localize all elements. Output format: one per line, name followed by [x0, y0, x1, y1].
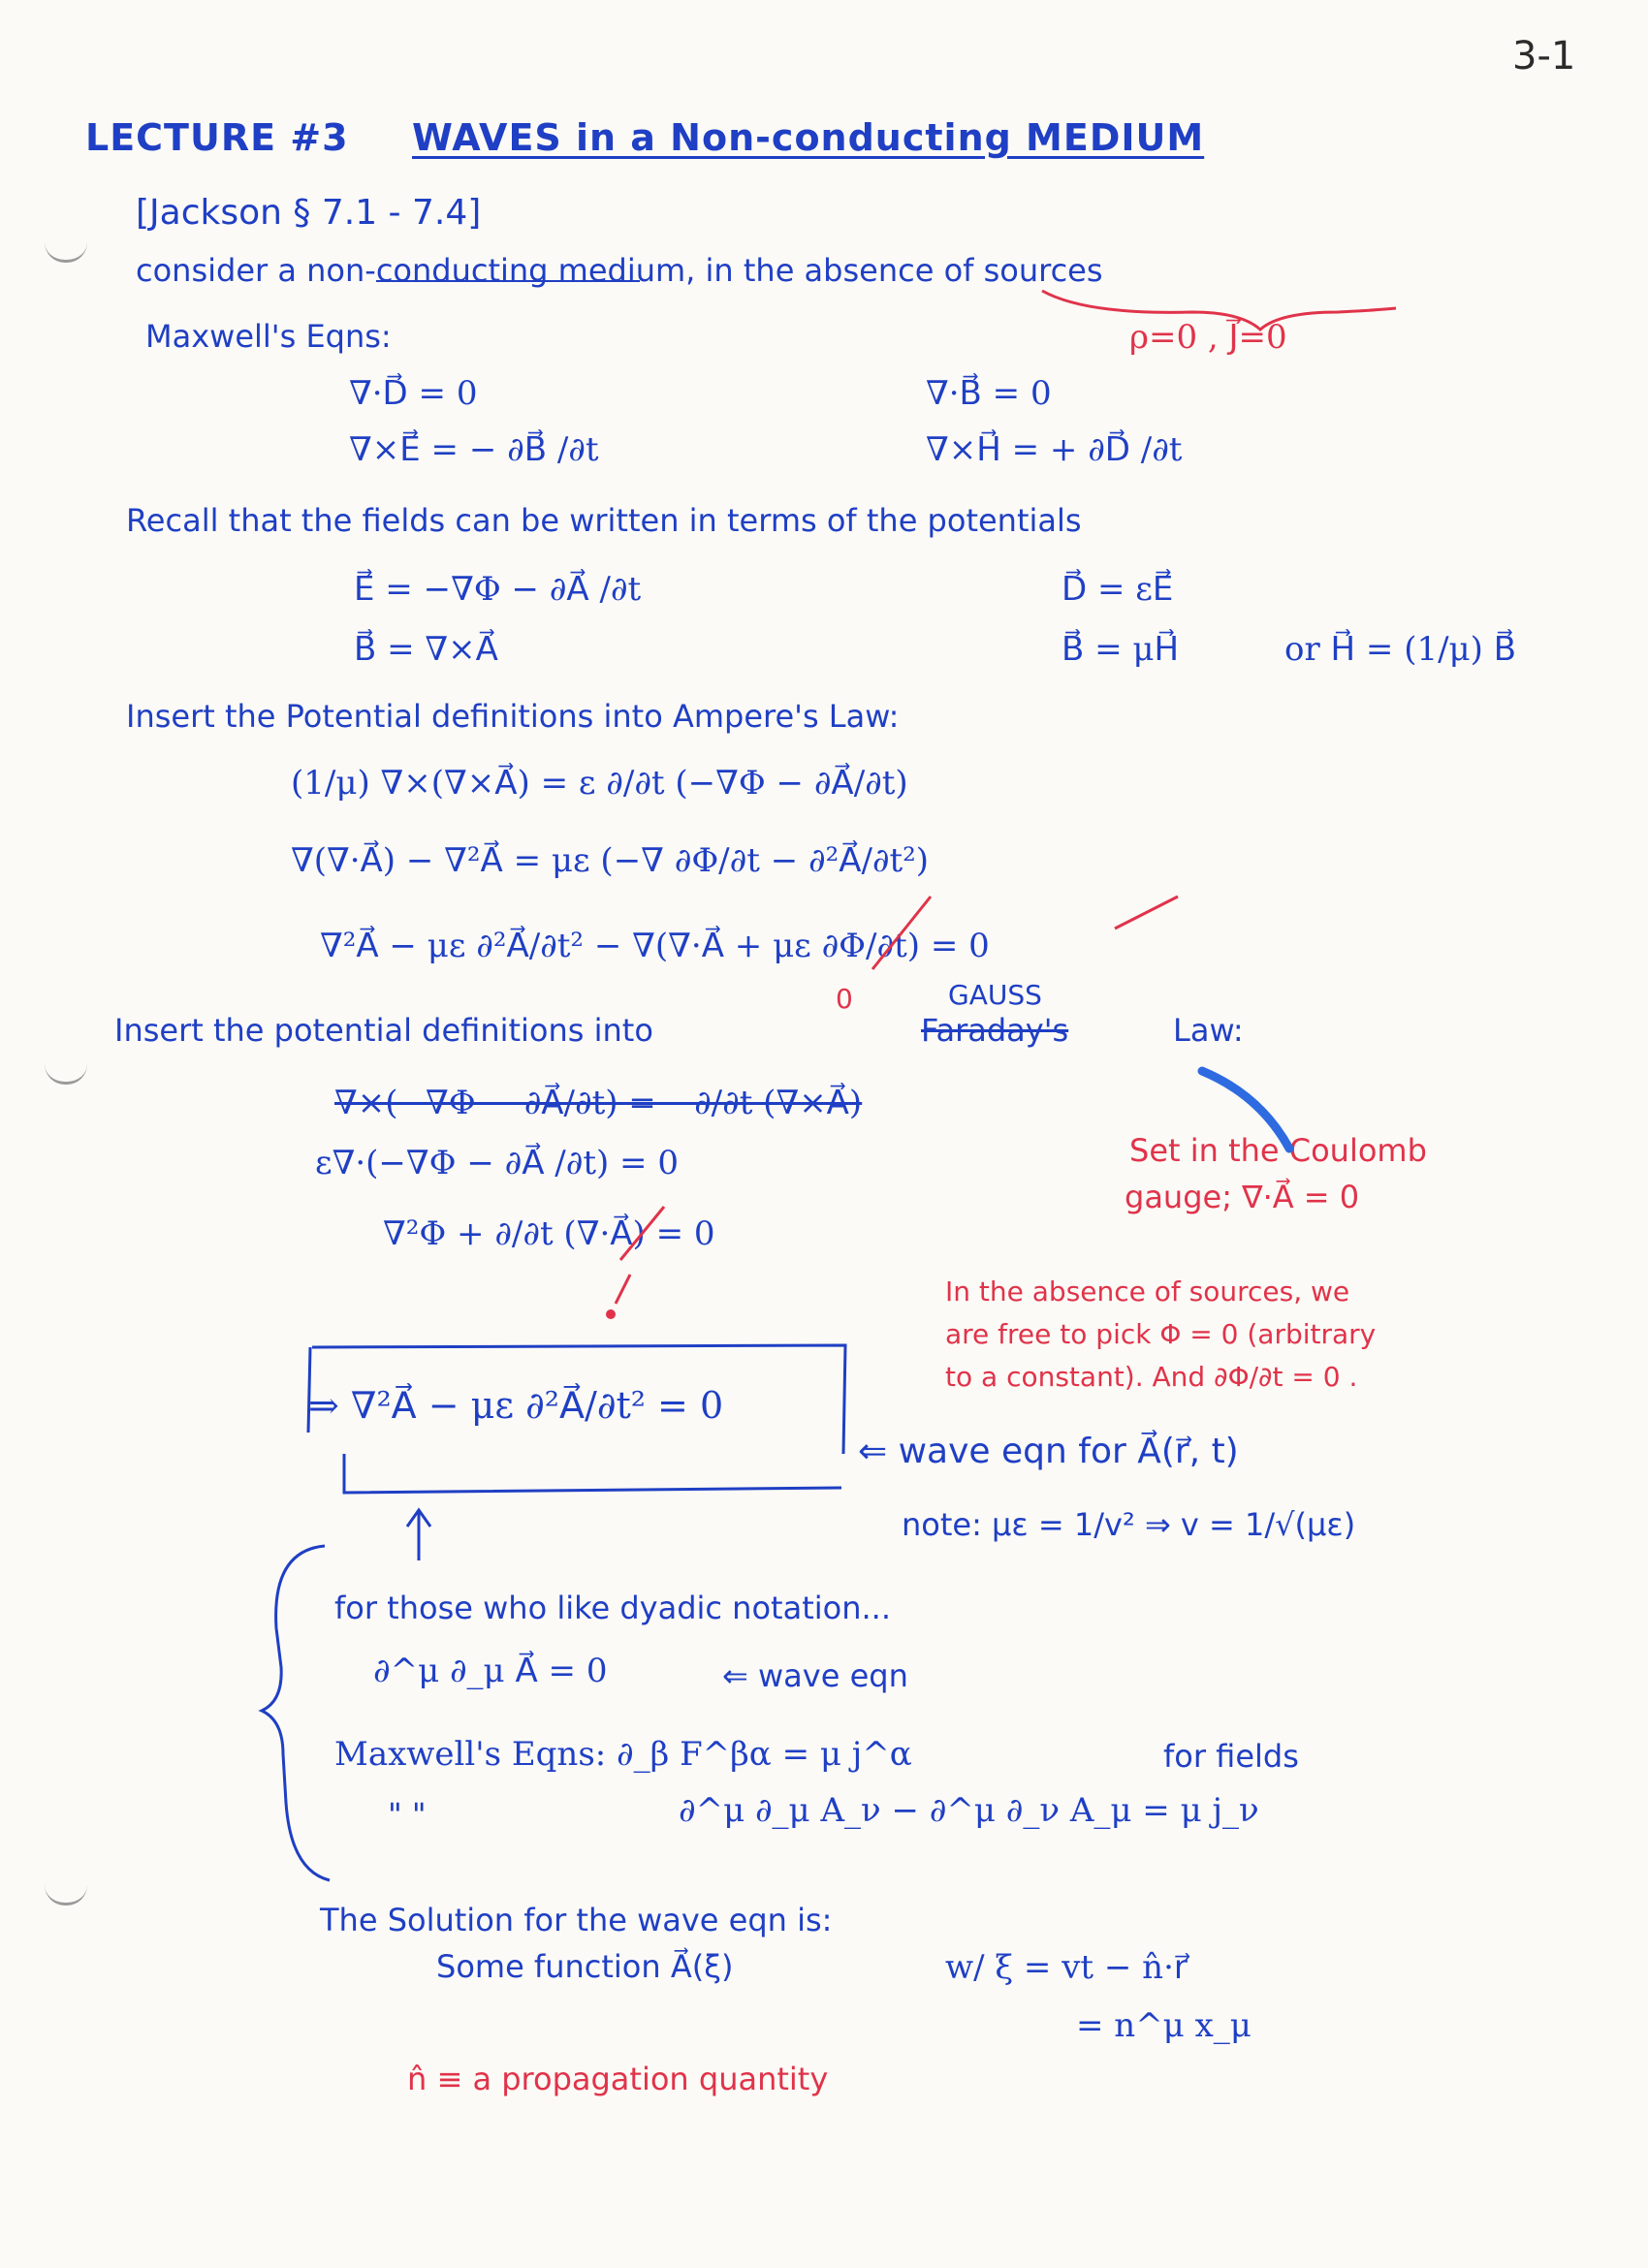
eq-div-d: ∇·D⃗ = 0 [349, 374, 478, 413]
up-arrow [407, 1510, 430, 1560]
coulomb-note-2: gauge; ∇·A⃗ = 0 [1125, 1179, 1360, 1215]
curly-brace [262, 1546, 330, 1880]
d-eps-e: D⃗ = εE⃗ [1062, 570, 1174, 609]
ampere-step-3: ∇²A⃗ − με ∂²A⃗/∂t² − ∇(∇·A⃗ + με ∂Φ/∂t) = 0 [320, 927, 990, 965]
wave-box-left [308, 1347, 310, 1433]
ampere-step-2: ∇(∇·A⃗) − ∇²A⃗ = με (−∇ ∂Φ/∂t − ∂²A⃗/∂t²) [291, 841, 930, 880]
dyadic-intro: for those who like dyadic notation... [334, 1590, 891, 1626]
dyadic-wave-eq: ∂^μ ∂_μ A⃗ = 0 [373, 1652, 608, 1690]
lecture-number: LECTURE #3 [85, 116, 349, 159]
gauss-step-2: ∇²Φ + ∂/∂t (∇·A⃗) = 0 [383, 1214, 715, 1253]
wave-eqn-label: ⇐ wave eqn for A⃗(r⃗, t) [858, 1432, 1239, 1471]
absence-note-3: to a constant). And ∂Φ/∂t = 0 . [945, 1361, 1358, 1393]
line-recall: Recall that the fields can be written in terms of the potentials [126, 502, 1082, 539]
line-consider: consider a non-conducting medium, in the absence of sources [136, 252, 1103, 289]
eq-div-b: ∇·B⃗ = 0 [926, 374, 1052, 413]
nhat-note: n̂ ≡ a propagation quantity [407, 2061, 829, 2097]
some-function: Some function A⃗(ξ) [436, 1948, 734, 1985]
absence-note-2: are free to pick Φ = 0 (arbitrary [945, 1318, 1377, 1350]
gauss-step-1: ε∇·(−∇Φ − ∂A⃗ /∂t) = 0 [315, 1144, 679, 1182]
dyadic-wave-label: ⇐ wave eqn [722, 1657, 908, 1694]
coulomb-note-1: Set in the Coulomb [1129, 1132, 1427, 1169]
line-insert-ampere: Insert the Potential definitions into Ampere's Law: [126, 698, 900, 735]
lecture-title: WAVES in a Non-conducting MEDIUM [412, 116, 1205, 159]
red-slash-gauss [620, 1207, 664, 1260]
red-dot-gauss [606, 1309, 616, 1319]
e-definition: E⃗ = −∇Φ − ∂A⃗ /∂t [354, 570, 642, 609]
ditto-marks: " " [388, 1796, 427, 1833]
b-definition: B⃗ = ∇×A⃗ [354, 630, 498, 669]
blue-pointer-coulomb [1202, 1071, 1289, 1149]
zero-annotation: 0 [836, 983, 853, 1015]
maxwell-dyadic-2: ∂^μ ∂_μ A_ν − ∂^μ ∂_ν A_μ = μ j_ν [679, 1791, 1259, 1830]
wave-equation-box [312, 1345, 845, 1493]
b-mu-h: B⃗ = μH⃗ [1062, 630, 1180, 669]
red-slash-dphi [1115, 897, 1178, 929]
xi-definition: w/ ξ = vt − n̂·r⃗ [945, 1948, 1188, 1987]
struck-equation: ∇×(−∇Φ − ∂A⃗/∂t) = −∂/∂t (∇×A⃗) [334, 1084, 863, 1122]
absence-note-1: In the absence of sources, we [945, 1276, 1350, 1307]
red-arrow-gauss [616, 1275, 630, 1304]
maxwell-dyadic-1: Maxwell's Eqns: ∂_β F^βα = μ j^α [334, 1735, 912, 1774]
for-fields: for fields [1163, 1738, 1299, 1775]
solution-intro: The Solution for the wave eqn is: [320, 1902, 833, 1938]
h-from-b: or H⃗ = (1/μ) B⃗ [1284, 630, 1517, 669]
reference: [Jackson § 7.1 - 7.4] [136, 193, 482, 233]
maxwell-label: Maxwell's Eqns: [145, 318, 392, 355]
page-number: 3-1 [1512, 34, 1576, 79]
velocity-note: note: με = 1/v² ⇒ v = 1/√(με) [902, 1506, 1356, 1543]
line-insert-gauss: Insert the potential definitions into [114, 1012, 653, 1049]
law-word: Law: [1173, 1012, 1244, 1049]
red-slash-ampere [872, 897, 931, 969]
ampere-step-1: (1/μ) ∇×(∇×A⃗) = ε ∂/∂t (−∇Φ − ∂A⃗/∂t) [291, 764, 908, 803]
eq-curl-h: ∇×H⃗ = + ∂D⃗ /∂t [926, 430, 1183, 469]
gauss-word: GAUSS [948, 979, 1042, 1011]
boxed-wave-equation: ⇒ ∇²A⃗ − με ∂²A⃗/∂t² = 0 [308, 1384, 724, 1427]
faraday-struck: Faraday's [921, 1012, 1069, 1049]
eq-curl-e: ∇×E⃗ = − ∂B⃗ /∂t [349, 430, 599, 469]
xi-definition-2: = n^μ x_μ [1076, 2006, 1252, 2045]
red-brace-absence [1042, 291, 1396, 330]
rho-j-zero: ρ=0 , J⃗=0 [1129, 318, 1287, 357]
